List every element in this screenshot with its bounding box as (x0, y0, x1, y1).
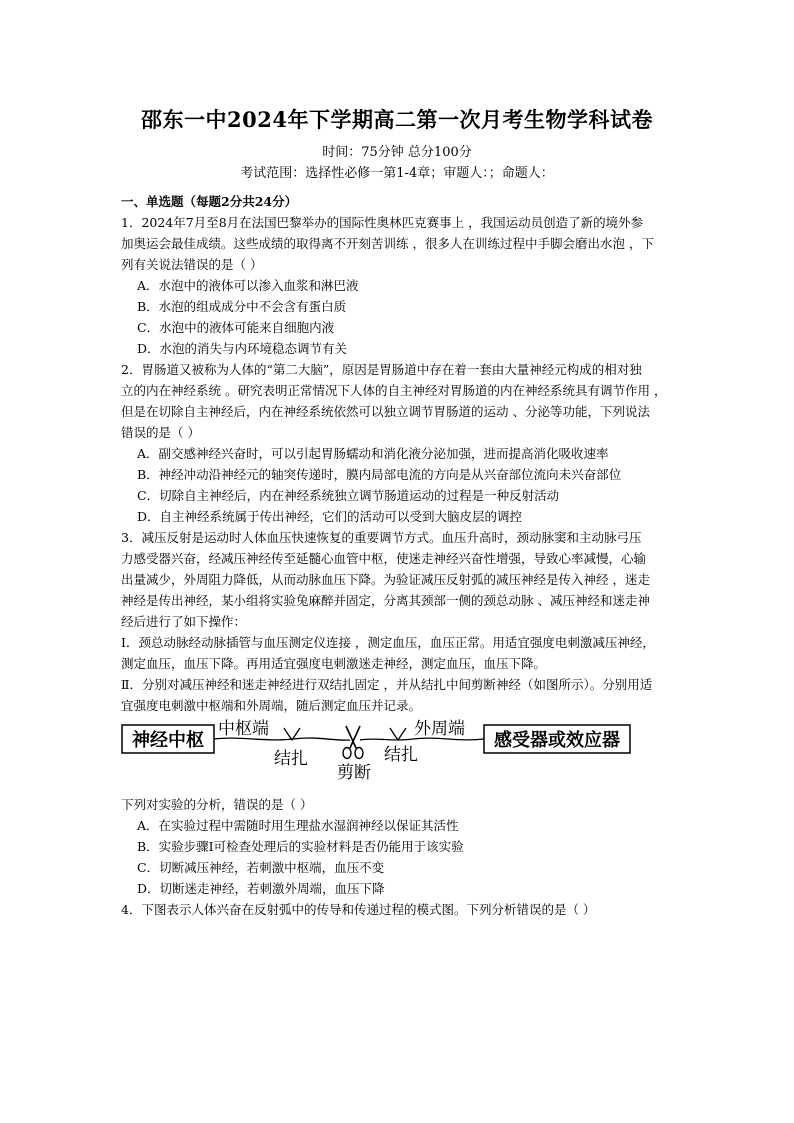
q1-option-d: D．水泡的消失与内环境稳态调节有关 (137, 341, 348, 356)
q1-option-b: B．水泡的组成成分中不会含有蛋白质 (137, 299, 347, 314)
center-end-label: 中枢端 (218, 719, 269, 739)
q2-option-d: D．自主神经系统属于传出神经，它们的活动可以受到大脑皮层的调控 (137, 509, 523, 524)
q1-option-c: C．水泡中的液体可能来自细胞内液 (137, 320, 335, 335)
nerve-center-label: 神经中枢 (132, 730, 204, 751)
q2-line-4: 错误的是（ ） (121, 425, 200, 440)
q2-option-b: B．神经冲动沿神经元的轴突传递时，膜内局部电流的方向是从兴奋部位流向未兴奋部位 (137, 467, 622, 482)
q1-option-a: A．水泡中的液体可以渗入血浆和淋巴液 (137, 278, 359, 293)
receptor-effector-label: 感受器或效应器 (494, 730, 620, 751)
cut-label: 剪断 (337, 763, 371, 783)
q3-line-2: 力感受器兴奋，经减压神经传至延髓心血管中枢，使迷走神经兴奋性增强，导致心率减慢，心输 (121, 551, 647, 566)
peripheral-end-label: 外周端 (414, 719, 465, 739)
q2-option-c: C．切除自主神经后，内在神经系统独立调节肠道运动的过程是一种反射活动 (137, 488, 560, 503)
exam-time-line: 时间：75分钟 总分100分 (322, 145, 472, 160)
q3-line-1: 3．减压反射是运动时人体血压快速恢复的重要调节方式。血压升高时，颈动脉窦和主动脉弓压 (121, 530, 642, 545)
ligation-right-label: 结扎 (384, 745, 418, 765)
q3-question: 下列对实验的分析，错误的是（ ） (121, 797, 313, 812)
q2-line-1: 2．胃肠道又被称为人体的“第二大脑”，原因是胃肠道中存在着一套由大量神经元构成的相对独 (121, 362, 642, 377)
ligation-left-label: 结扎 (274, 749, 308, 769)
q3-line-5: 经后进行了如下操作： (121, 614, 247, 629)
q3-line-3: 出量减少，外周阻力降低，从而动脉血压下降。为验证减压反射弧的减压神经是传入神经 ，迷走 (121, 572, 650, 587)
q4-line-1: 4．下图表示人体兴奋在反射弧中的传导和传递过程的模式图。下列分析错误的是（ ） (121, 902, 596, 917)
q2-line-2: 立的内在神经系统 。研究表明正常情况下人体的自主神经对胃肠道的内在神经系统具有调节作用 ， (121, 383, 667, 398)
q3-option-c: C．切断减压神经，若刺激中枢端，血压不变 (137, 860, 385, 875)
q1-line-2: 加奥运会最佳成绩。这些成绩的取得离不开刻苦训练 ，很多人在训练过程中手脚会磨出水泡 ，下 (121, 236, 654, 251)
q1-line-3: 列有关说法错误的是（ ） (121, 257, 263, 272)
exam-scope-line: 考试范围：选择性必修一第1-4章；审题人：；命题人： (240, 166, 554, 181)
ligation-right-mark (390, 728, 406, 740)
q3-line-7: 测定血压，血压下降。再用适宜强度电刺激迷走神经，测定血压，血压下降。 (121, 656, 547, 671)
q3-line-9: 宜强度电刺激中枢端和外周端，随后测定血压并记录。 (121, 698, 422, 713)
q2-option-a: A．副交感神经兴奋时，可以引起胃肠蠕动和消化液分泌加强，进而提高消化吸收速率 (137, 446, 609, 461)
scissors-icon (343, 726, 363, 759)
section-heading: 一、单选题（每题2分共24分） (121, 194, 298, 209)
q1-line-1: 1．2024年7月至8月在法国巴黎举办的国际性奥林匹克赛事上 ，我国运动员创造了新的境外参 (121, 215, 644, 230)
q2-line-3: 但是在切除自主神经后，内在神经系统依然可以独立调节胃肠道的运动 、分泌等功能，下列说法 (121, 404, 650, 419)
nerve-ligation-diagram (118, 712, 638, 787)
q3-option-a: A．在实验过程中需随时用生理盐水湿润神经以保证其活性 (137, 818, 459, 833)
q3-line-6: Ⅰ．颈总动脉经动脉插管与血压测定仪连接 ，测定血压，血压正常。用适宜强度电刺激减压神经， (121, 635, 655, 650)
q3-line-4: 神经是传出神经，某小组将实验兔麻醉并固定，分离其颈部一侧的颈总动脉 、减压神经和迷走神 (121, 593, 650, 608)
exam-title: 邵东一中2024年下学期高二第一次月考生物学科试卷 (141, 107, 653, 132)
q3-option-b: B．实验步骤Ⅰ可检查处理后的实验材料是否仍能用于该实验 (137, 839, 464, 854)
q3-line-8: Ⅱ．分别对减压神经和迷走神经进行双结扎固定 ，并从结扎中间剪断神经（如图所示）。分别用适 (121, 677, 653, 692)
q3-option-d: D．切断迷走神经，若刺激外周端，血压下降 (137, 881, 385, 896)
